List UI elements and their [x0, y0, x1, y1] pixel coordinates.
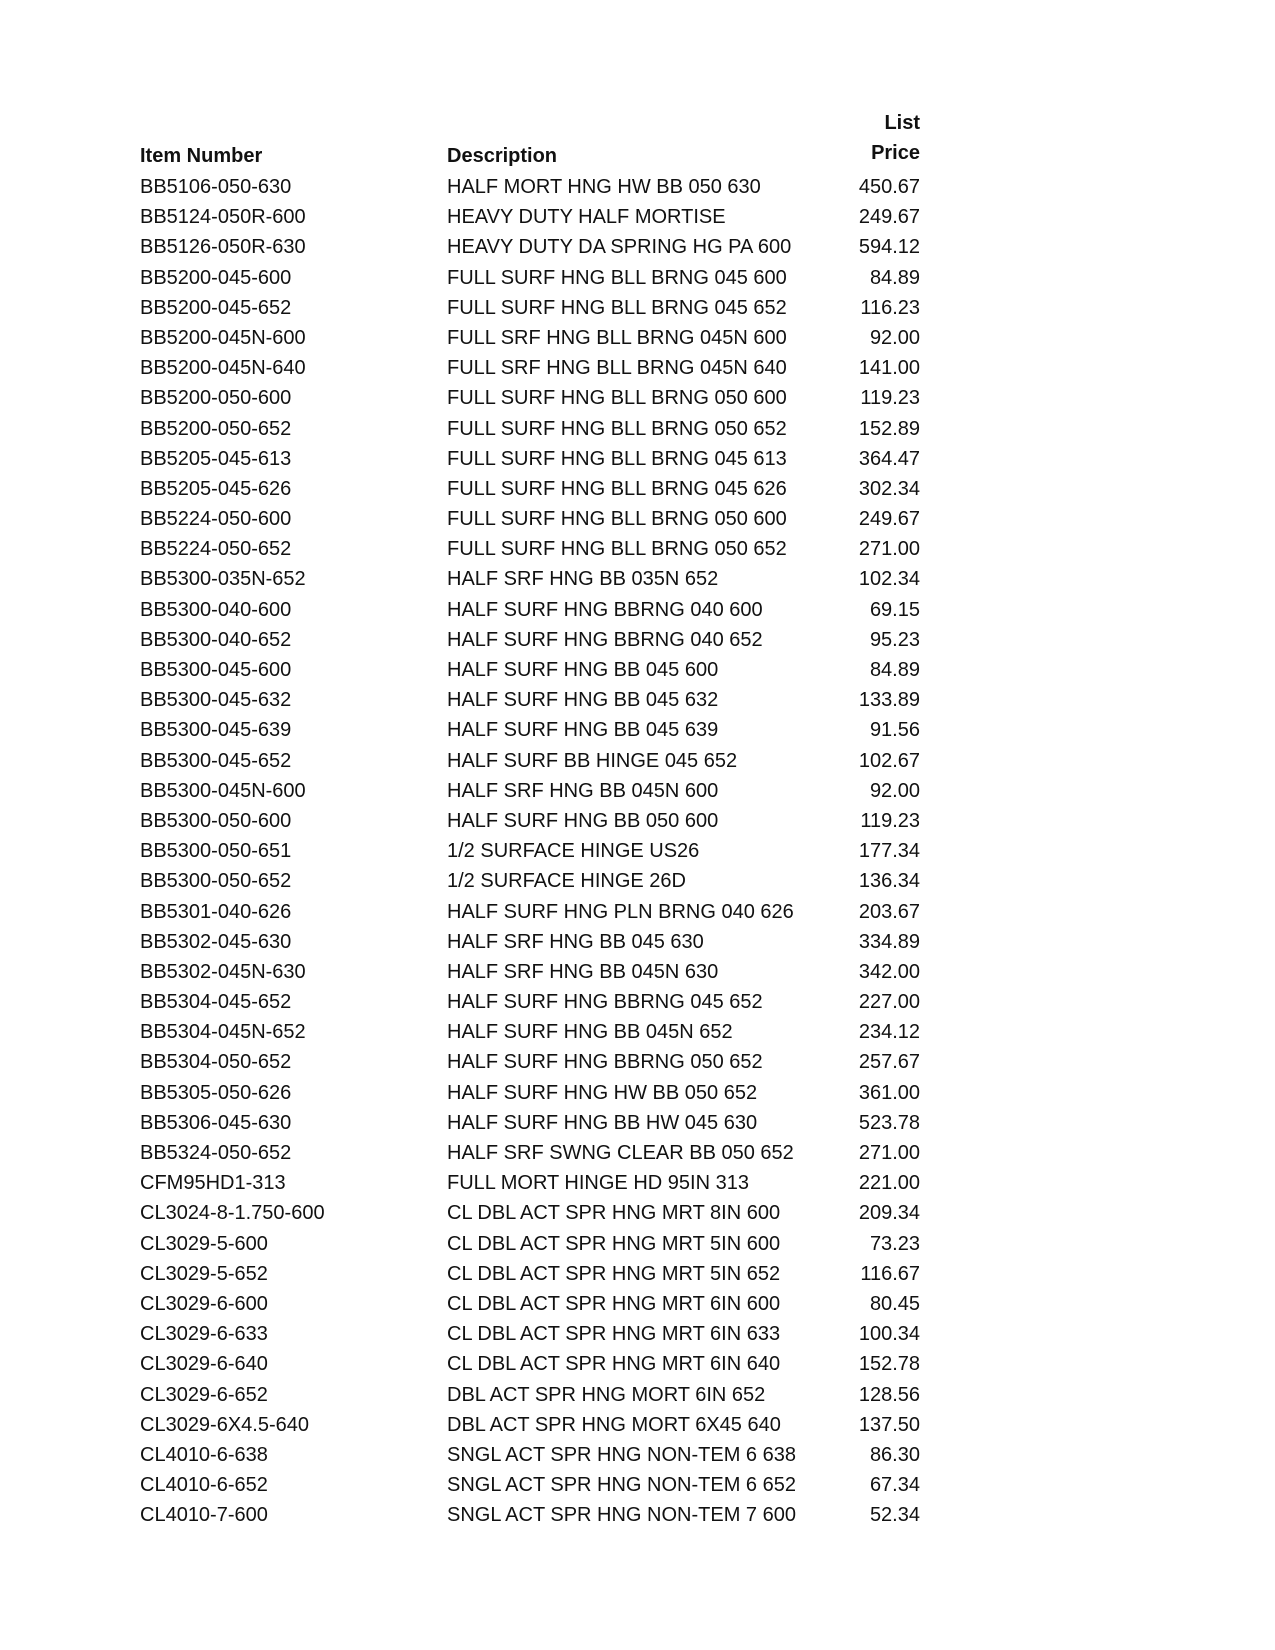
table-row — [140, 1500, 920, 1530]
table-row — [140, 1440, 920, 1470]
description-cell: HALF SURF HNG BBRNG 045 652 — [447, 991, 763, 1014]
item-number-cell: CL3029-5-652 — [140, 1262, 268, 1285]
item-number-cell: BB5300-045-639 — [140, 719, 292, 742]
item-number-cell: BB5300-045-652 — [140, 749, 292, 772]
item-number-cell: BB5200-050-600 — [140, 387, 292, 410]
header-list-price-line1: List — [884, 112, 920, 134]
item-number-cell: BB5200-045N-640 — [140, 357, 306, 380]
table-row — [140, 897, 920, 927]
list-price-cell: 73.23 — [869, 1232, 920, 1255]
item-number-cell: BB5302-045N-630 — [140, 960, 306, 983]
list-price-cell: 334.89 — [858, 930, 920, 953]
description-cell: CL DBL ACT SPR HNG MRT 8IN 600 — [447, 1202, 781, 1225]
list-price-cell: 364.47 — [858, 447, 920, 470]
header-item-number: Item Number — [140, 145, 263, 167]
description-cell: HALF SURF HNG BB 050 600 — [447, 809, 719, 832]
description-cell: HALF SRF HNG BB 045N 600 — [447, 779, 719, 802]
table-row — [140, 383, 920, 413]
item-number-cell: CL3024-8-1.750-600 — [140, 1202, 325, 1225]
list-price-cell: 227.00 — [858, 991, 920, 1014]
list-price-cell: 523.78 — [858, 1111, 920, 1134]
table-row — [140, 232, 920, 262]
description-cell: 1/2 SURFACE HINGE US26 — [447, 840, 700, 863]
list-price-cell: 67.34 — [869, 1474, 920, 1497]
header-list-price-line2: Price — [871, 142, 920, 164]
table-row — [140, 625, 920, 655]
description-cell: HALF SURF HNG BB HW 045 630 — [447, 1111, 758, 1134]
item-number-cell: CL3029-6-600 — [140, 1292, 268, 1315]
description-cell: CL DBL ACT SPR HNG MRT 6IN 640 — [447, 1353, 781, 1376]
item-number-cell: BB5304-045-652 — [140, 991, 292, 1014]
table-row — [140, 1289, 920, 1319]
description-cell: HALF SURF HNG BB 045 632 — [447, 689, 719, 712]
item-number-cell: BB5200-045-652 — [140, 296, 292, 319]
description-cell: HALF SRF SWNG CLEAR BB 050 652 — [447, 1142, 794, 1164]
list-price-cell: 116.23 — [860, 296, 920, 319]
list-price-cell: 342.00 — [858, 960, 920, 983]
table-row — [140, 534, 920, 564]
description-cell: CL DBL ACT SPR HNG MRT 6IN 600 — [447, 1292, 781, 1315]
table-row — [140, 1410, 920, 1440]
description-cell: CL DBL ACT SPR HNG MRT 5IN 652 — [447, 1262, 781, 1285]
table-row — [140, 866, 920, 896]
description-cell: SNGL ACT SPR HNG NON-TEM 7 600 — [447, 1504, 796, 1527]
table-row — [140, 414, 920, 444]
list-price-cell: 450.67 — [858, 176, 920, 198]
description-cell: CL DBL ACT SPR HNG MRT 5IN 600 — [447, 1232, 781, 1255]
description-cell: DBL ACT SPR HNG MORT 6X45 640 — [447, 1413, 781, 1436]
table-row — [140, 293, 920, 323]
description-cell: HALF SURF HNG BBRNG 050 652 — [447, 1051, 763, 1074]
list-price-cell: 209.34 — [858, 1202, 920, 1225]
header-list-price — [800, 108, 920, 168]
list-price-cell: 203.67 — [858, 900, 920, 923]
table-row — [140, 806, 920, 836]
item-number-cell: CL4010-6-638 — [140, 1443, 268, 1466]
list-price-cell: 92.00 — [869, 779, 920, 802]
item-number-cell: BB5300-050-652 — [140, 870, 292, 893]
description-cell: HALF SURF HNG BB 045 639 — [447, 719, 719, 742]
item-number-cell: BB5124-050R-600 — [140, 206, 306, 229]
list-price-cell: 80.45 — [869, 1292, 920, 1315]
item-number-cell: CL3029-6X4.5-640 — [140, 1413, 310, 1436]
list-price-cell: 95.23 — [869, 628, 920, 651]
item-number-cell: BB5300-050-651 — [140, 840, 292, 863]
item-number-cell: BB5224-050-652 — [140, 538, 292, 561]
list-price-cell: 102.34 — [858, 568, 920, 591]
list-price-cell: 92.00 — [869, 326, 920, 349]
header-description: Description — [447, 145, 558, 167]
table-header — [140, 110, 920, 172]
list-price-cell: 221.00 — [858, 1172, 920, 1195]
item-number-cell: BB5200-050-652 — [140, 417, 292, 440]
table-row — [140, 474, 920, 504]
list-price-cell: 102.67 — [858, 749, 920, 772]
item-number-cell: BB5205-045-613 — [140, 447, 292, 470]
description-cell: FULL SURF HNG BLL BRNG 045 652 — [447, 296, 787, 319]
item-number-cell: BB5300-040-652 — [140, 628, 292, 651]
table-row — [140, 263, 920, 293]
description-cell: HEAVY DUTY DA SPRING HG PA 600 — [447, 236, 792, 259]
item-number-cell: BB5301-040-626 — [140, 900, 292, 923]
description-cell: HALF SURF HNG PLN BRNG 040 626 — [447, 900, 794, 923]
table-row — [140, 1138, 920, 1168]
item-number-cell: BB5304-045N-652 — [140, 1021, 306, 1044]
description-cell: FULL SURF HNG BLL BRNG 045 600 — [447, 266, 787, 289]
list-price-cell: 86.30 — [869, 1443, 920, 1466]
item-number-cell: BB5324-050-652 — [140, 1142, 292, 1164]
table-row — [140, 504, 920, 534]
description-cell: SNGL ACT SPR HNG NON-TEM 6 638 — [447, 1443, 796, 1466]
list-price-cell: 133.89 — [858, 689, 920, 712]
item-number-cell: BB5302-045-630 — [140, 930, 292, 953]
description-cell: FULL SRF HNG BLL BRNG 045N 600 — [447, 326, 787, 349]
item-number-cell: BB5300-045N-600 — [140, 779, 306, 802]
table-row — [140, 1349, 920, 1379]
table-row — [140, 685, 920, 715]
item-number-cell: CL3029-5-600 — [140, 1232, 268, 1255]
list-price-cell: 141.00 — [858, 357, 920, 380]
list-price-cell: 100.34 — [858, 1323, 920, 1346]
list-price-cell: 271.00 — [858, 1142, 920, 1164]
item-number-cell: BB5205-045-626 — [140, 477, 292, 500]
list-price-cell: 594.12 — [858, 236, 920, 259]
list-price-cell: 257.67 — [858, 1051, 920, 1074]
description-cell: FULL SURF HNG BLL BRNG 050 600 — [447, 508, 787, 531]
item-number-cell: BB5200-045N-600 — [140, 326, 306, 349]
description-cell: HALF MORT HNG HW BB 050 630 — [447, 176, 761, 198]
table-row — [140, 564, 920, 594]
item-number-cell: CL4010-7-600 — [140, 1504, 268, 1527]
table-row — [140, 1319, 920, 1349]
table-row — [140, 957, 920, 987]
list-price-cell: 119.23 — [860, 809, 920, 832]
list-price-cell: 128.56 — [858, 1383, 920, 1406]
description-cell: HALF SURF HNG BB 045N 652 — [447, 1021, 733, 1044]
list-price-cell: 136.34 — [858, 870, 920, 893]
item-number-cell: CFM95HD1-313 — [140, 1172, 286, 1195]
description-cell: CL DBL ACT SPR HNG MRT 6IN 633 — [447, 1323, 781, 1346]
item-number-cell: BB5300-045-632 — [140, 689, 292, 712]
table-row — [140, 987, 920, 1017]
item-number-cell: BB5300-040-600 — [140, 598, 292, 621]
item-number-cell: BB5300-035N-652 — [140, 568, 306, 591]
description-cell: FULL SURF HNG BLL BRNG 050 652 — [447, 538, 787, 561]
description-cell: DBL ACT SPR HNG MORT 6IN 652 — [447, 1383, 766, 1406]
list-price-cell: 249.67 — [858, 206, 920, 229]
table-row — [140, 1380, 920, 1410]
table-row — [140, 444, 920, 474]
description-cell: HALF SRF HNG BB 045 630 — [447, 930, 704, 953]
table-row — [140, 323, 920, 353]
table-row — [140, 1198, 920, 1228]
item-number-cell: BB5300-045-600 — [140, 659, 292, 681]
table-row — [140, 172, 920, 202]
item-number-cell: CL3029-6-640 — [140, 1353, 268, 1376]
description-cell: HALF SURF HNG BBRNG 040 652 — [447, 628, 763, 651]
table-row — [140, 836, 920, 866]
description-cell: FULL MORT HINGE HD 95IN 313 — [447, 1172, 749, 1195]
list-price-cell: 84.89 — [869, 266, 920, 289]
item-number-cell: BB5305-050-626 — [140, 1081, 292, 1104]
description-cell: HALF SRF HNG BB 045N 630 — [447, 960, 719, 983]
table-row — [140, 353, 920, 383]
item-number-cell: BB5126-050R-630 — [140, 236, 306, 259]
item-number-cell: BB5106-050-630 — [140, 176, 292, 198]
item-number-cell: BB5300-050-600 — [140, 809, 292, 832]
table-row — [140, 715, 920, 745]
item-number-cell: BB5224-050-600 — [140, 508, 292, 531]
list-price-cell: 91.56 — [869, 719, 920, 742]
description-cell: 1/2 SURFACE HINGE 26D — [447, 870, 686, 893]
list-price-cell: 52.34 — [869, 1504, 920, 1527]
description-cell: FULL SURF HNG BLL BRNG 050 652 — [447, 417, 787, 440]
table-body — [140, 172, 920, 1530]
list-price-cell: 119.23 — [860, 387, 920, 410]
table-row — [140, 1259, 920, 1289]
description-cell: FULL SURF HNG BLL BRNG 050 600 — [447, 387, 787, 410]
table-row — [140, 1108, 920, 1138]
table-row — [140, 1078, 920, 1108]
item-number-cell: CL4010-6-652 — [140, 1474, 268, 1497]
item-number-cell: CL3029-6-652 — [140, 1383, 268, 1406]
item-number-cell: BB5200-045-600 — [140, 266, 292, 289]
description-cell: HALF SRF HNG BB 035N 652 — [447, 568, 719, 591]
table-row — [140, 595, 920, 625]
table-row — [140, 1168, 920, 1198]
list-price-cell: 137.50 — [858, 1413, 920, 1436]
list-price-cell: 84.89 — [869, 659, 920, 681]
list-price-cell: 302.34 — [858, 477, 920, 500]
list-price-cell: 152.78 — [858, 1353, 920, 1376]
description-cell: HALF SURF HNG BBRNG 040 600 — [447, 598, 763, 621]
table-row — [140, 1229, 920, 1259]
item-number-cell: CL3029-6-633 — [140, 1323, 268, 1346]
item-number-cell: BB5306-045-630 — [140, 1111, 292, 1134]
list-price-cell: 234.12 — [858, 1021, 920, 1044]
table-row — [140, 655, 920, 685]
description-cell: HALF SURF HNG BB 045 600 — [447, 659, 719, 681]
list-price-cell: 116.67 — [860, 1262, 920, 1285]
description-cell: HALF SURF HNG HW BB 050 652 — [447, 1081, 758, 1104]
description-cell: FULL SRF HNG BLL BRNG 045N 640 — [447, 357, 787, 380]
list-price-cell: 249.67 — [858, 508, 920, 531]
table-row — [140, 1470, 920, 1500]
table-row — [140, 1047, 920, 1077]
description-cell: HEAVY DUTY HALF MORTISE — [447, 206, 726, 229]
price-list-table — [140, 110, 920, 1530]
description-cell: FULL SURF HNG BLL BRNG 045 626 — [447, 477, 787, 500]
table-row — [140, 746, 920, 776]
description-cell: SNGL ACT SPR HNG NON-TEM 6 652 — [447, 1474, 796, 1497]
list-price-cell: 361.00 — [858, 1081, 920, 1104]
table-row — [140, 202, 920, 232]
list-price-cell: 177.34 — [858, 840, 920, 863]
table-row — [140, 1017, 920, 1047]
list-price-cell: 271.00 — [858, 538, 920, 561]
description-cell: HALF SURF BB HINGE 045 652 — [447, 749, 738, 772]
list-price-cell: 152.89 — [858, 417, 920, 440]
item-number-cell: BB5304-050-652 — [140, 1051, 292, 1074]
table-row — [140, 776, 920, 806]
description-cell: FULL SURF HNG BLL BRNG 045 613 — [447, 447, 787, 470]
list-price-cell: 69.15 — [869, 598, 920, 621]
table-row — [140, 927, 920, 957]
